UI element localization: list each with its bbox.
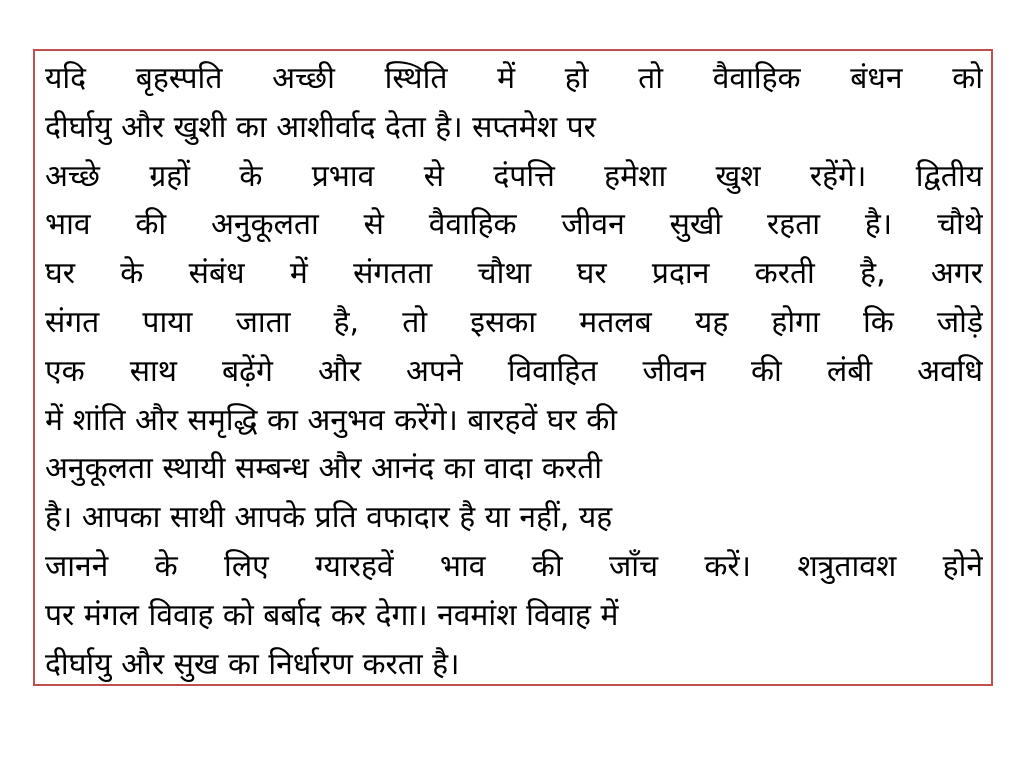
text-line-2: दीर्घायु और खुशी का आशीर्वाद देता है। सप्तमेश पर bbox=[45, 109, 596, 145]
text-line-10: है। आपका साथी आपके प्रति वफादार है या नहीं, यह bbox=[45, 500, 613, 536]
text-box bbox=[33, 49, 993, 686]
text-line-13: दीर्घायु और सुख का निर्धारण करता है। bbox=[45, 646, 460, 682]
text-line-7: एक साथ बढ़ेंगे और अपने विवाहित जीवन की लंबी अवधि bbox=[45, 353, 983, 389]
text-line-9: अनुकूलता स्थायी सम्बन्ध और आनंद का वादा करती bbox=[45, 451, 603, 487]
text-line-5: घर के संबंध में संगतता चौथा घर प्रदान करती है, अगर bbox=[45, 256, 983, 292]
text-line-1: यदि बृहस्पति अच्छी स्थिति में हो तो वैवाहिक बंधन को bbox=[45, 61, 983, 96]
text-line-12: पर मंगल विवाह को बर्बाद कर देगा। नवमांश विवाह में bbox=[45, 597, 619, 633]
text-line-4: भाव की अनुकूलता से वैवाहिक जीवन सुखी रहता है। चौथे bbox=[45, 207, 983, 243]
text-line-6: संगत पाया जाता है, तो इसका मतलब यह होगा कि जोड़े bbox=[45, 304, 983, 340]
text-line-8: में शांति और समृद्धि का अनुभव करेंगे। बारहवें घर की bbox=[45, 402, 618, 438]
text-line-3: अच्छे ग्रहों के प्रभाव से दंपत्ति हमेशा खुश रहेंगे। द्वितीय bbox=[45, 158, 983, 194]
text-line-11: जानने के लिए ग्यारहवें भाव की जाँच करें। शत्रुतावश होने bbox=[45, 548, 983, 584]
